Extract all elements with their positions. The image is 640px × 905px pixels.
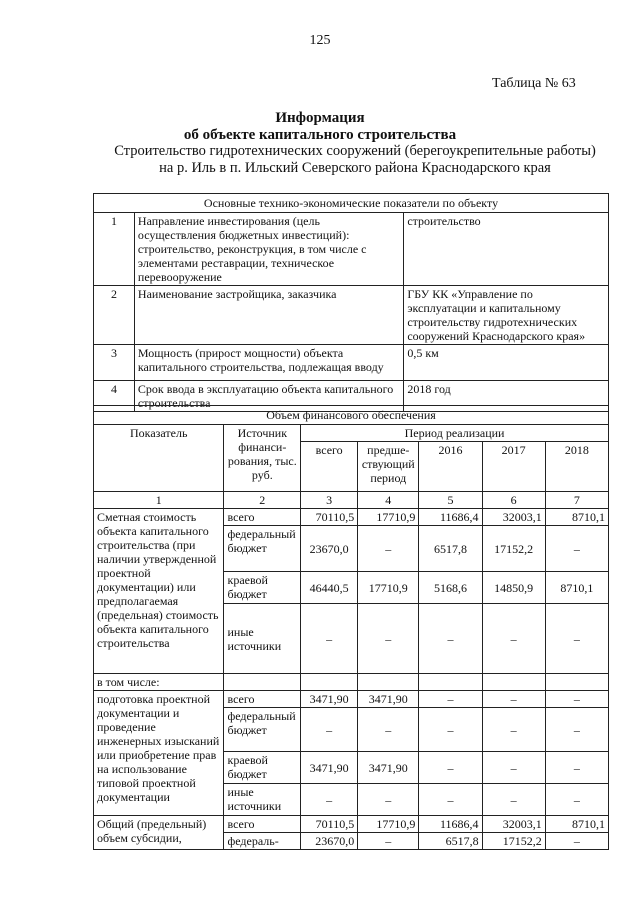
value-cell: – — [301, 784, 358, 816]
indicator-label: Мощность (прирост мощности) объекта капитального строительства, подлежащая вводу — [134, 345, 403, 381]
value-cell: 3471,90 — [301, 752, 358, 784]
value-cell: 11686,4 — [419, 816, 482, 833]
value-cell: – — [545, 526, 608, 572]
indicators-header: Основные технико-экономические показатели по объекту — [94, 194, 609, 213]
value-cell: 17152,2 — [482, 526, 545, 572]
value-cell: 70110,5 — [301, 509, 358, 526]
including-label: в том числе: — [94, 674, 224, 691]
value-cell: 11686,4 — [419, 509, 482, 526]
table-row — [94, 509, 609, 526]
value-cell: – — [419, 691, 482, 708]
col-number: 7 — [545, 492, 608, 509]
col-2016-header: 2016 — [419, 442, 482, 492]
value-cell: – — [545, 604, 608, 674]
col-total-header: всего — [301, 442, 358, 492]
value-cell: – — [482, 752, 545, 784]
value-cell: – — [482, 604, 545, 674]
source-cell: иные источники — [224, 604, 301, 674]
value-cell: – — [482, 784, 545, 816]
finance-table — [93, 405, 609, 850]
col-2017-header: 2017 — [482, 442, 545, 492]
document-title-line2: об объекте капитального строительства — [183, 127, 457, 143]
value-cell: – — [419, 752, 482, 784]
table-number: Таблица № 63 — [492, 76, 576, 91]
column-numbers-row — [94, 492, 609, 509]
row-number: 1 — [94, 213, 135, 286]
indicator-label: Направление инвестирования (цель осуществления бюджетных инвестиций): строительство, реконструкция, в том числе с элементами реставрации, техническое перевооружение — [134, 213, 403, 286]
value-cell: – — [545, 833, 608, 850]
table-row — [94, 213, 609, 286]
finance-header: Объем финансового обеспечения — [94, 406, 609, 425]
value-cell: 46440,5 — [301, 572, 358, 604]
source-cell: краевой бюджет — [224, 752, 301, 784]
value-cell: – — [482, 708, 545, 752]
object-name-line1: Строительство гидротехнических сооружений (берегоукрепительные работы) — [114, 143, 596, 159]
row-number: 4 — [94, 381, 135, 412]
value-cell: – — [545, 784, 608, 816]
indicators-table — [93, 193, 609, 412]
source-cell: всего — [224, 509, 301, 526]
value-cell: 8710,1 — [545, 816, 608, 833]
value-cell: – — [545, 752, 608, 784]
page-number: 125 — [309, 33, 331, 48]
row-number: 2 — [94, 286, 135, 345]
col-number: 4 — [358, 492, 419, 509]
source-cell: всего — [224, 691, 301, 708]
indicator-value: 0,5 км — [404, 345, 609, 381]
value-cell: – — [419, 708, 482, 752]
value-cell: – — [545, 691, 608, 708]
value-cell: 17152,2 — [482, 833, 545, 850]
value-cell: 17710,9 — [358, 509, 419, 526]
value-cell: – — [419, 784, 482, 816]
value-cell: 32003,1 — [482, 509, 545, 526]
value-cell: – — [419, 604, 482, 674]
value-cell: 14850,9 — [482, 572, 545, 604]
value-cell: – — [358, 708, 419, 752]
indicator-label: Срок ввода в эксплуатацию объекта капитального строительства — [134, 381, 403, 412]
value-cell: 23670,0 — [301, 526, 358, 572]
value-cell: – — [301, 604, 358, 674]
col-number: 6 — [482, 492, 545, 509]
source-cell: федеральный бюджет — [224, 708, 301, 752]
value-cell: – — [301, 708, 358, 752]
design-docs-label: подготовка проектной документации и проведение инженерных изысканий или приобретение прав на использование типовой проектной документации — [94, 691, 224, 816]
value-cell: 32003,1 — [482, 816, 545, 833]
col-number: 2 — [224, 492, 301, 509]
table-row — [94, 286, 609, 345]
value-cell: – — [482, 691, 545, 708]
row-number: 3 — [94, 345, 135, 381]
value-cell: 6517,8 — [419, 833, 482, 850]
value-cell: 3471,90 — [358, 752, 419, 784]
value-cell: – — [358, 784, 419, 816]
col-prev-header: предше-ствующий период — [358, 442, 419, 492]
table-row — [94, 345, 609, 381]
value-cell: – — [358, 604, 419, 674]
table-row — [94, 816, 609, 833]
estimated-cost-label: Сметная стоимость объекта капитального строительства (при наличии утвержденной проектной документации) или предполагаемая (предельная) стоимость объекта капитального строительства — [94, 509, 224, 674]
object-name-line2: на р. Иль в п. Ильский Северского района Краснодарского края — [159, 160, 551, 176]
value-cell: – — [358, 526, 419, 572]
source-cell: иные источники — [224, 784, 301, 816]
value-cell: 8710,1 — [545, 509, 608, 526]
indicator-value: ГБУ КК «Управление по эксплуатации и капитальному строительству гидротехнических сооружений Краснодарского края» — [404, 286, 609, 345]
col-number: 5 — [419, 492, 482, 509]
source-cell: всего — [224, 816, 301, 833]
value-cell: – — [358, 833, 419, 850]
indicator-value: строительство — [404, 213, 609, 286]
indicator-label: Наименование застройщика, заказчика — [134, 286, 403, 345]
value-cell: 3471,90 — [301, 691, 358, 708]
col-number: 3 — [301, 492, 358, 509]
source-cell: федераль- — [224, 833, 301, 850]
document-title: Информация — [275, 110, 365, 126]
value-cell: 23670,0 — [301, 833, 358, 850]
source-cell: краевой бюджет — [224, 572, 301, 604]
value-cell: 70110,5 — [301, 816, 358, 833]
source-cell: федеральный бюджет — [224, 526, 301, 572]
value-cell: 17710,9 — [358, 816, 419, 833]
value-cell: 3471,90 — [358, 691, 419, 708]
value-cell: 5168,6 — [419, 572, 482, 604]
subsidy-label: Общий (предельный) объем субсидии, — [94, 816, 224, 850]
col-period-header: Период реализации — [301, 425, 609, 442]
col-2018-header: 2018 — [545, 442, 608, 492]
value-cell: – — [545, 708, 608, 752]
value-cell: 6517,8 — [419, 526, 482, 572]
col-source-header: Источник финанси-рования, тыс. руб. — [224, 425, 301, 492]
value-cell: 17710,9 — [358, 572, 419, 604]
col-number: 1 — [94, 492, 224, 509]
col-indicator-header: Показатель — [94, 425, 224, 492]
table-row — [94, 691, 609, 708]
including-row — [94, 674, 609, 691]
indicator-value: 2018 год — [404, 381, 609, 412]
value-cell: 8710,1 — [545, 572, 608, 604]
